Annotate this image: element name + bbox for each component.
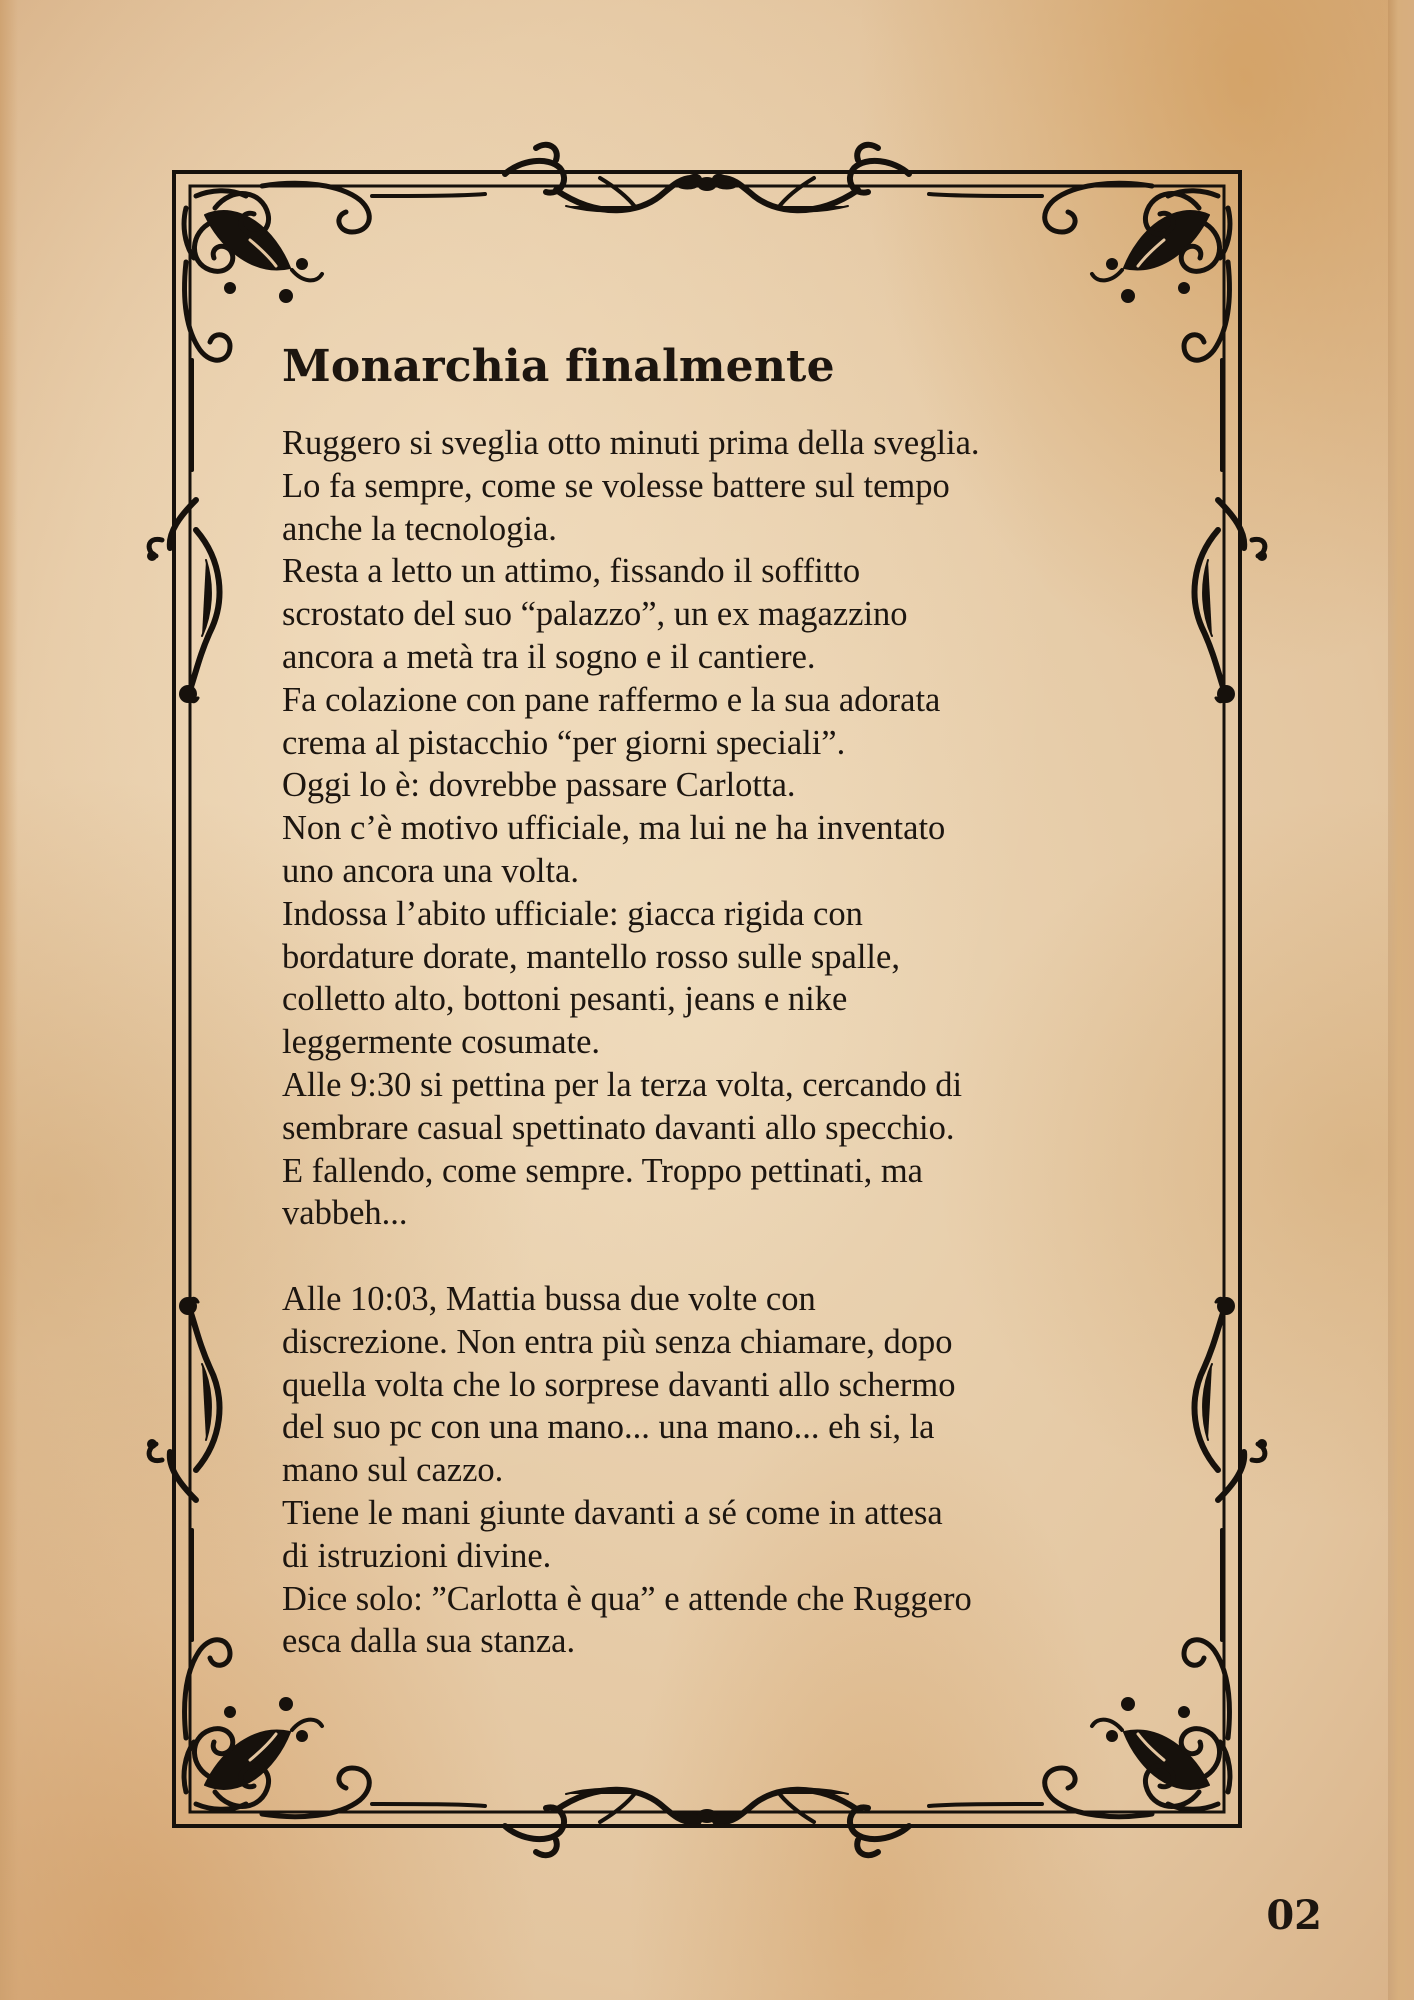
chapter-paragraph-1: Ruggero si sveglia otto minuti prima della sveglia. Lo fa sempre, come se volesse battere sul tempo anche la tecnologia. Resta a letto un attimo, fissando il soffitto scrostato del suo “palazzo”, un ex magazzino ancora a metà tra il sogno e il cantiere. Fa colazione con pane raffermo e la sua adorata crema al pistacchio “per giorni speciali”. Oggi lo è: dovrebbe passare Carlotta. Non c’è motivo ufficiale, ma lui ne ha inventato uno ancora una volta. Indossa l’abito ufficiale: giacca rigida con bordature dorate, mantello rosso sulle spalle, colletto alto, bottoni pesanti, jeans e nike leggermente cosumate. Alle 9:30 si pettina per la terza volta, cercando di sembrare casual spettinato davanti allo specchio. E fallendo, come sempre. Troppo pettinati, ma vabbeh... — [282, 424, 980, 1233]
chapter-content — [282, 332, 1172, 1663]
chapter-title: Monarchia finalmente — [282, 341, 835, 392]
bottom-center-ornament — [697, 1809, 717, 1823]
page-number: 02 — [1266, 1892, 1322, 1939]
chapter-paragraph-2: Alle 10:03, Mattia bussa due volte con discrezione. Non entra più senza chiamare, dopo quella volta che lo sorprese davanti allo schermo del suo pc con una mano... una mano... eh si, la mano sul cazzo. Tiene le mani giunte davanti a sé come in attesa di istruzioni divine. Dice solo: ”Carlotta è qua” e attende che Ruggero esca dalla sua stanza. — [282, 1279, 972, 1661]
top-center-ornament — [697, 177, 717, 191]
